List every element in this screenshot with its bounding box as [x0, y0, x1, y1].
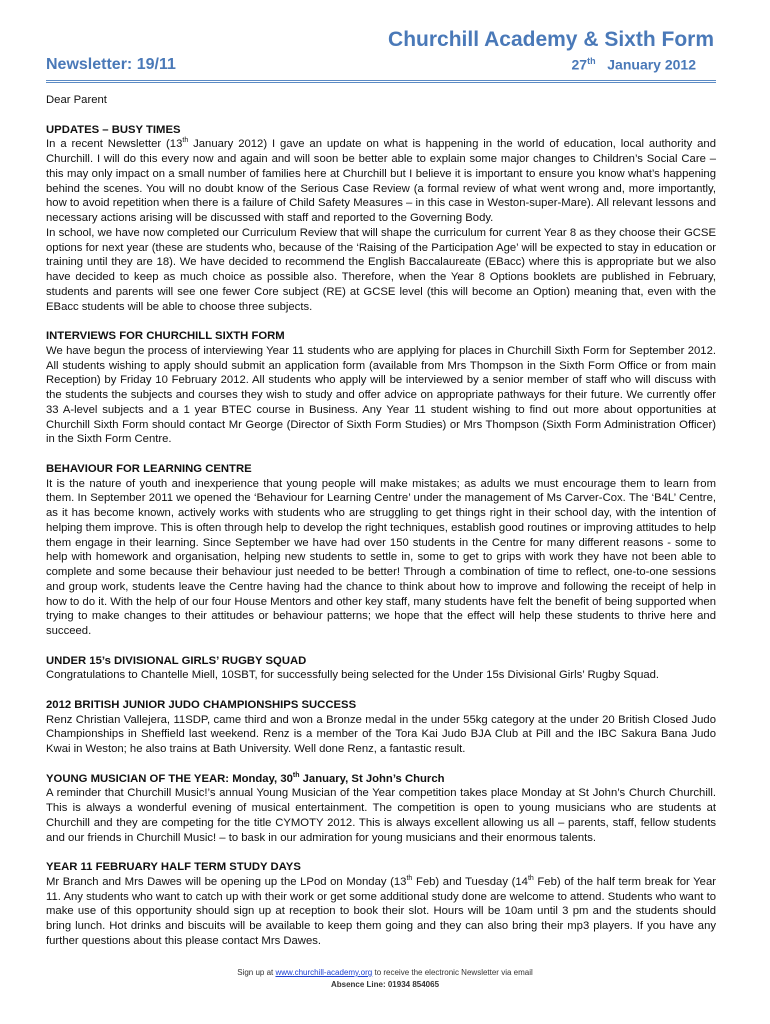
- study-text-b: Feb) and Tuesday (14: [412, 875, 528, 888]
- footer-signup-text-b: to receive the electronic Newsletter via email: [372, 968, 533, 977]
- study-paragraph: [46, 875, 716, 949]
- date-suffix: th: [587, 56, 596, 66]
- school-name: Churchill Academy & Sixth Form: [388, 28, 714, 51]
- study-text-a: Mr Branch and Mrs Dawes will be opening up the LPod on Monday (13: [46, 875, 407, 888]
- greeting: Dear Parent: [46, 94, 107, 106]
- musician-paragraph: A reminder that Churchill Music!’s annual Young Musician of the Year competition takes place Monday at St John’s Church Churchill. This is always a wonderful evening of musical entertainment. The competition is open to young musicians who are students at Churchill and they are competing for the title CYMOTY 2012. This is always excellent allowing us all – parents, staff, fellow students and our friends in Churchill Music! – to bask in our admiration for young musicians and their enormous talents.: [46, 787, 716, 844]
- musician-heading-b: January, St John’s Church: [299, 772, 445, 785]
- study-sup-1: th: [406, 874, 413, 882]
- newsletter-number: Newsletter: 19/11: [46, 56, 176, 73]
- rugby-heading: UNDER 15’s DIVISIONAL GIRLS’ RUGBY SQUAD: [46, 654, 307, 667]
- website-link[interactable]: www.churchill-academy.org: [275, 968, 373, 977]
- updates-heading: UPDATES – BUSY TIMES: [46, 123, 181, 136]
- interviews-heading: INTERVIEWS FOR CHURCHILL SIXTH FORM: [46, 330, 285, 342]
- newsletter-date: [572, 56, 696, 73]
- behaviour-paragraph: It is the nature of youth and inexperience that young people will make mistakes; as adults we must encourage them to learn from them. In September 2011 we opened the ‘Behaviour for Learning Centre’ under the management of Ms Carver-Cox. The ‘B4L’ Centre, as it has become known, actively works with students who are struggling to get things right in their school day, with the intention of helping them improve. This is often through help to develop the right techniques, establish good routines or improving attitudes to help them engage in their learning. Since September we have had over 150 students in the Centre for many different reasons - some to help with homework and organisation, helping new students to settle in, some to get to grips with work they have not been able to complete and some because their behaviour just needed to be better! Through a combination of time to reflect, one-to-one sessions and group work, students leave the Centre having had the chance to think about how to improve and following the receipt of help in how to do it. With the help of our four House Mentors and other key staff, many students have felt the benefit of being supported when trying to make changes to their attitudes or behaviour patterns; we hope that the effect will help these students to thrive here and succeed.: [46, 477, 716, 637]
- study-heading: YEAR 11 FEBRUARY HALF TERM STUDY DAYS: [46, 861, 301, 873]
- absence-line: Absence Line: 01934 854065: [330, 980, 440, 989]
- footer-signup-line: [0, 967, 770, 979]
- interviews-paragraph: We have begun the process of interviewing Year 11 students who are applying for places in Churchill Sixth Form for September 2012. All students wishing to apply should submit an application form (available from Mrs Thompson in the Sixth Form Office or from main Reception) by Friday 10 February 2012. All students who apply will be interviewed by a senior member of staff who will discuss with the students the subjects and courses they wish to study and offer advice on appropriate pathways for their future. We currently offer 33 A-level subjects and a 1 year BTEC course in Business. Any Year 11 student wishing to find out more about opportunities at Churchill Sixth Form should contact Mr George (Director of Sixth Form Studies) or Mrs Thompson (Sixth Form Administration Officer) in the Sixth Form Centre.: [46, 344, 716, 446]
- musician-heading: [46, 772, 716, 787]
- updates-paragraph-2: In school, we have now completed our Curriculum Review that will shape the curriculum for current Year 8 as they choose their GCSE options for next year (these are students who, because of the ‘Raising of the Participation Age’ will be expected to stay in education or training until they are 18). We have decided to recommend the English Baccalaureate (EBacc) where this is appropriate but we also have decided to keep as much choice as possible also. Therefore, when the Year 8 Options booklets are published in February, students and parents will see one fewer Core subject (RE) at GCSE level (this will become an Option) meaning that, even with the EBacc students will be able to choose three subjects.: [46, 226, 716, 313]
- study-sup-2: th: [527, 874, 534, 882]
- rugby-paragraph: Congratulations to Chantelle Miell, 10SBT, for successfully being selected for the Under 15s Divisional Girls’ Rugby Squad.: [46, 669, 660, 682]
- date-month-year: January 2012: [607, 56, 696, 73]
- date-day: 27: [571, 56, 588, 73]
- musician-heading-a: YOUNG MUSICIAN OF THE YEAR: Monday, 30: [46, 772, 293, 785]
- behaviour-heading: BEHAVIOUR FOR LEARNING CENTRE: [46, 462, 252, 475]
- study-text-c: Feb) of the half term break for Year 11. Any students who want to catch up with their work or get some additional study done are welcome to attend. Students who want to make use of this opportunity should sign up at reception to book their slot. Hours will be 10am until 3 pm and the students should bring lunch. Hot drinks and biscuits will be available to keep them going and they can also bring their mp3 players. If you have any further questions about this please contact Mrs Dawes.: [46, 875, 716, 947]
- newsletter-header: [46, 56, 716, 83]
- updates-text-b: January 2012) I gave an update on what is happening in the world of education, local authority and Churchill. I will do this every now and again and will soon be better able to explain some major changes to Children’s Social Care – this may only impact on a small number of families here at Churchill but I believe it is important to ensure you know what’s happening behind the scenes. You will no doubt know of the Serious Case Review (a formal review of what went wrong and, more importantly, how to avoid repetition when there is a failure of Child Safety Measures – in this case in Weston-super-Mare). All relevant lessons and necessary actions arising will be discussed with staff and reported to the Governing Body.: [46, 138, 716, 224]
- updates-paragraph-1: [46, 137, 716, 226]
- judo-heading: 2012 BRITISH JUNIOR JUDO CHAMPIONSHIPS SUCCESS: [46, 698, 357, 711]
- footer-signup-text-a: Sign up at: [237, 968, 276, 977]
- judo-paragraph: Renz Christian Vallejera, 11SDP, came third and won a Bronze medal in the under 55kg category at the under 20 British Closed Judo Championships in Sheffield last weekend. Renz is a member of the Tora Kai Judo BJA Club at Pill and the IBC Sakura Bana Judo Kwai in Weston; he also trains at Bath University. Well done Renz, a fantastic result.: [46, 713, 716, 755]
- musician-heading-sup: th: [292, 771, 300, 779]
- updates-text-a: In a recent Newsletter (13: [46, 138, 183, 151]
- newsletter-body: [46, 93, 716, 949]
- updates-sup: th: [182, 137, 189, 145]
- footer: [0, 967, 770, 991]
